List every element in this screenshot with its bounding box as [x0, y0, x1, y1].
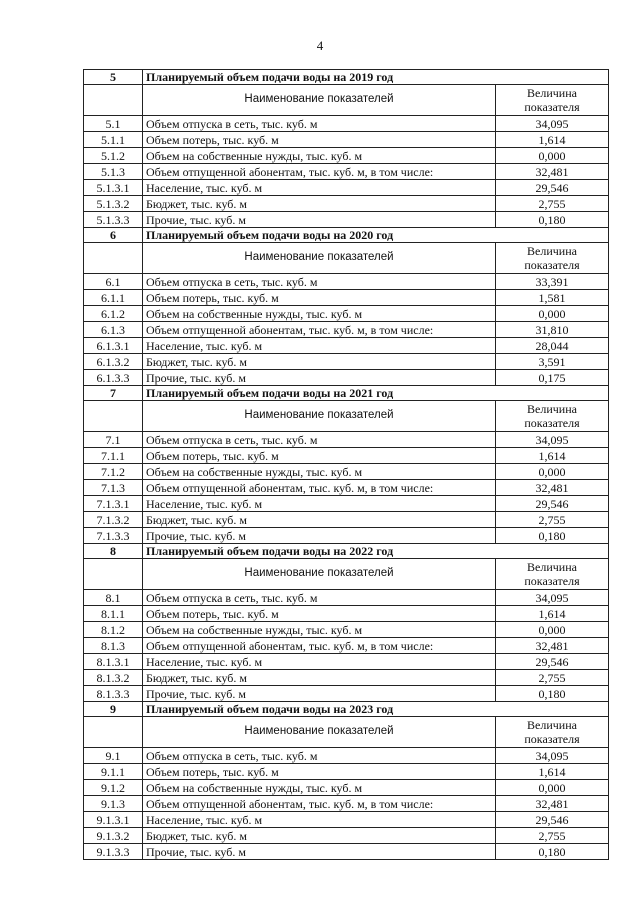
row-name: Население, тыс. куб. м — [143, 654, 496, 670]
row-name: Объем на собственные нужды, тыс. куб. м — [143, 622, 496, 638]
table-row — [84, 780, 609, 796]
table-row — [84, 290, 609, 306]
section-number: 5 — [84, 70, 143, 85]
table-row — [84, 796, 609, 812]
page-number: 4 — [316, 38, 324, 53]
row-value: 32,481 — [496, 164, 609, 180]
row-code: 8.1.2 — [84, 622, 143, 638]
table-row — [84, 590, 609, 606]
table-row — [84, 274, 609, 290]
row-code: 7.1.3.3 — [84, 528, 143, 544]
header-code-cell — [84, 717, 143, 748]
row-value: 31,810 — [496, 322, 609, 338]
section-title: Планируемый объем подачи воды на 2019 год — [143, 70, 609, 85]
row-value: 29,546 — [496, 180, 609, 196]
header-value — [496, 243, 609, 274]
header-value-line2: показателя — [524, 416, 580, 430]
row-code: 8.1.3.3 — [84, 686, 143, 702]
row-code: 8.1.1 — [84, 606, 143, 622]
row-code: 5.1.3.2 — [84, 196, 143, 212]
row-value: 1,614 — [496, 448, 609, 464]
table-row — [84, 116, 609, 132]
row-value: 1,614 — [496, 606, 609, 622]
row-name: Бюджет, тыс. куб. м — [143, 670, 496, 686]
row-name: Объем отпущенной абонентам, тыс. куб. м, в том числе: — [143, 638, 496, 654]
table-row — [84, 432, 609, 448]
header-value-line1: Величина — [527, 85, 577, 100]
row-value: 34,095 — [496, 432, 609, 448]
row-name: Население, тыс. куб. м — [143, 812, 496, 828]
row-name: Объем на собственные нужды, тыс. куб. м — [143, 780, 496, 796]
row-name: Объем потерь, тыс. куб. м — [143, 606, 496, 622]
row-code: 5.1.3 — [84, 164, 143, 180]
row-value: 28,044 — [496, 338, 609, 354]
row-value: 0,000 — [496, 306, 609, 322]
row-code: 9.1.3 — [84, 796, 143, 812]
row-name: Население, тыс. куб. м — [143, 338, 496, 354]
row-code: 9.1.3.2 — [84, 828, 143, 844]
row-code: 7.1.3 — [84, 480, 143, 496]
header-row — [84, 559, 609, 590]
row-value: 1,614 — [496, 764, 609, 780]
header-name: Наименование показателей — [143, 85, 496, 116]
row-value: 29,546 — [496, 654, 609, 670]
row-code: 6.1.2 — [84, 306, 143, 322]
table-row — [84, 306, 609, 322]
header-code-cell — [84, 243, 143, 274]
header-value — [496, 401, 609, 432]
header-row — [84, 717, 609, 748]
header-value — [496, 717, 609, 748]
row-code: 7.1.2 — [84, 464, 143, 480]
row-code: 8.1.3.2 — [84, 670, 143, 686]
section-title-row — [84, 386, 609, 401]
row-name: Объем отпущенной абонентам, тыс. куб. м, в том числе: — [143, 796, 496, 812]
section-title-row — [84, 70, 609, 85]
table-row — [84, 606, 609, 622]
table-row — [84, 354, 609, 370]
row-name: Объем на собственные нужды, тыс. куб. м — [143, 306, 496, 322]
row-name: Объем отпуска в сеть, тыс. куб. м — [143, 432, 496, 448]
table-row — [84, 464, 609, 480]
section-title: Планируемый объем подачи воды на 2020 год — [143, 228, 609, 243]
row-value: 32,481 — [496, 480, 609, 496]
table-row — [84, 828, 609, 844]
header-value-line1: Величина — [527, 243, 577, 258]
row-name: Объем на собственные нужды, тыс. куб. м — [143, 464, 496, 480]
row-value: 0,180 — [496, 212, 609, 228]
row-name: Бюджет, тыс. куб. м — [143, 512, 496, 528]
row-name: Прочие, тыс. куб. м — [143, 528, 496, 544]
row-code: 8.1.3.1 — [84, 654, 143, 670]
section-title-row — [84, 228, 609, 243]
table-row — [84, 338, 609, 354]
header-name: Наименование показателей — [143, 717, 496, 748]
row-value: 1,581 — [496, 290, 609, 306]
header-name: Наименование показателей — [143, 559, 496, 590]
row-value: 0,180 — [496, 844, 609, 860]
section-title: Планируемый объем подачи воды на 2023 год — [143, 702, 609, 717]
table-row — [84, 638, 609, 654]
header-value-line1: Величина — [527, 401, 577, 416]
header-name: Наименование показателей — [143, 243, 496, 274]
row-code: 9.1.2 — [84, 780, 143, 796]
row-code: 7.1 — [84, 432, 143, 448]
row-code: 8.1 — [84, 590, 143, 606]
row-code: 6.1.1 — [84, 290, 143, 306]
row-value: 0,000 — [496, 148, 609, 164]
row-code: 5.1.3.1 — [84, 180, 143, 196]
row-name: Прочие, тыс. куб. м — [143, 212, 496, 228]
table-row — [84, 670, 609, 686]
header-value-line2: показателя — [524, 258, 580, 272]
row-value: 2,755 — [496, 670, 609, 686]
row-value: 34,095 — [496, 590, 609, 606]
row-code: 6.1.3 — [84, 322, 143, 338]
row-code: 6.1.3.2 — [84, 354, 143, 370]
row-value: 0,180 — [496, 528, 609, 544]
water-supply-table — [83, 69, 609, 860]
table-row — [84, 196, 609, 212]
table-row — [84, 148, 609, 164]
row-code: 5.1.3.3 — [84, 212, 143, 228]
header-name: Наименование показателей — [143, 401, 496, 432]
table-row — [84, 844, 609, 860]
row-value: 32,481 — [496, 796, 609, 812]
row-name: Объем отпуска в сеть, тыс. куб. м — [143, 748, 496, 764]
table-row — [84, 622, 609, 638]
row-code: 8.1.3 — [84, 638, 143, 654]
header-value — [496, 559, 609, 590]
row-code: 7.1.3.2 — [84, 512, 143, 528]
row-value: 0,175 — [496, 370, 609, 386]
table-body — [84, 70, 609, 860]
row-name: Бюджет, тыс. куб. м — [143, 354, 496, 370]
table-row — [84, 132, 609, 148]
header-row — [84, 243, 609, 274]
row-value: 2,755 — [496, 196, 609, 212]
row-value: 3,591 — [496, 354, 609, 370]
row-value: 2,755 — [496, 512, 609, 528]
header-value-line1: Величина — [527, 717, 577, 732]
row-code: 7.1.3.1 — [84, 496, 143, 512]
section-title-row — [84, 544, 609, 559]
table-row — [84, 748, 609, 764]
table-row — [84, 322, 609, 338]
row-name: Объем потерь, тыс. куб. м — [143, 764, 496, 780]
row-name: Прочие, тыс. куб. м — [143, 844, 496, 860]
section-title-row — [84, 702, 609, 717]
row-name: Объем потерь, тыс. куб. м — [143, 132, 496, 148]
header-code-cell — [84, 559, 143, 590]
row-name: Прочие, тыс. куб. м — [143, 686, 496, 702]
row-value: 33,391 — [496, 274, 609, 290]
row-code: 5.1 — [84, 116, 143, 132]
row-name: Население, тыс. куб. м — [143, 180, 496, 196]
row-name: Объем отпуска в сеть, тыс. куб. м — [143, 274, 496, 290]
row-name: Объем потерь, тыс. куб. м — [143, 290, 496, 306]
row-value: 34,095 — [496, 748, 609, 764]
header-value — [496, 85, 609, 116]
table-row — [84, 812, 609, 828]
section-title: Планируемый объем подачи воды на 2021 год — [143, 386, 609, 401]
row-code: 5.1.1 — [84, 132, 143, 148]
row-name: Прочие, тыс. куб. м — [143, 370, 496, 386]
header-code-cell — [84, 401, 143, 432]
table-row — [84, 480, 609, 496]
section-number: 7 — [84, 386, 143, 401]
row-name: Объем отпуска в сеть, тыс. куб. м — [143, 590, 496, 606]
row-value: 0,180 — [496, 686, 609, 702]
row-code: 6.1.3.1 — [84, 338, 143, 354]
header-code-cell — [84, 85, 143, 116]
section-number: 6 — [84, 228, 143, 243]
header-value-line2: показателя — [524, 732, 580, 746]
row-code: 7.1.1 — [84, 448, 143, 464]
row-value: 0,000 — [496, 622, 609, 638]
table-row — [84, 180, 609, 196]
table-row — [84, 654, 609, 670]
row-name: Население, тыс. куб. м — [143, 496, 496, 512]
row-value: 29,546 — [496, 496, 609, 512]
section-title: Планируемый объем подачи воды на 2022 год — [143, 544, 609, 559]
row-code: 9.1 — [84, 748, 143, 764]
row-value: 29,546 — [496, 812, 609, 828]
header-row — [84, 401, 609, 432]
row-code: 5.1.2 — [84, 148, 143, 164]
row-code: 9.1.3.1 — [84, 812, 143, 828]
row-value: 0,000 — [496, 780, 609, 796]
table-row — [84, 496, 609, 512]
row-name: Объем на собственные нужды, тыс. куб. м — [143, 148, 496, 164]
section-number: 9 — [84, 702, 143, 717]
table-row — [84, 448, 609, 464]
row-name: Бюджет, тыс. куб. м — [143, 828, 496, 844]
table-row — [84, 370, 609, 386]
header-value-line2: показателя — [524, 100, 580, 114]
row-name: Объем отпущенной абонентам, тыс. куб. м, в том числе: — [143, 480, 496, 496]
row-name: Объем отпущенной абонентам, тыс. куб. м, в том числе: — [143, 322, 496, 338]
table-row — [84, 212, 609, 228]
row-code: 6.1.3.3 — [84, 370, 143, 386]
row-value: 2,755 — [496, 828, 609, 844]
row-name: Бюджет, тыс. куб. м — [143, 196, 496, 212]
row-code: 9.1.3.3 — [84, 844, 143, 860]
table-row — [84, 528, 609, 544]
header-row — [84, 85, 609, 116]
header-value-line2: показателя — [524, 574, 580, 588]
header-value-line1: Величина — [527, 559, 577, 574]
row-value: 1,614 — [496, 132, 609, 148]
row-name: Объем отпуска в сеть, тыс. куб. м — [143, 116, 496, 132]
row-value: 0,000 — [496, 464, 609, 480]
table-row — [84, 164, 609, 180]
row-value: 32,481 — [496, 638, 609, 654]
table-row — [84, 764, 609, 780]
row-name: Объем отпущенной абонентам, тыс. куб. м, в том числе: — [143, 164, 496, 180]
table-row — [84, 686, 609, 702]
table-row — [84, 512, 609, 528]
row-value: 34,095 — [496, 116, 609, 132]
section-number: 8 — [84, 544, 143, 559]
row-name: Объем потерь, тыс. куб. м — [143, 448, 496, 464]
row-code: 9.1.1 — [84, 764, 143, 780]
row-code: 6.1 — [84, 274, 143, 290]
